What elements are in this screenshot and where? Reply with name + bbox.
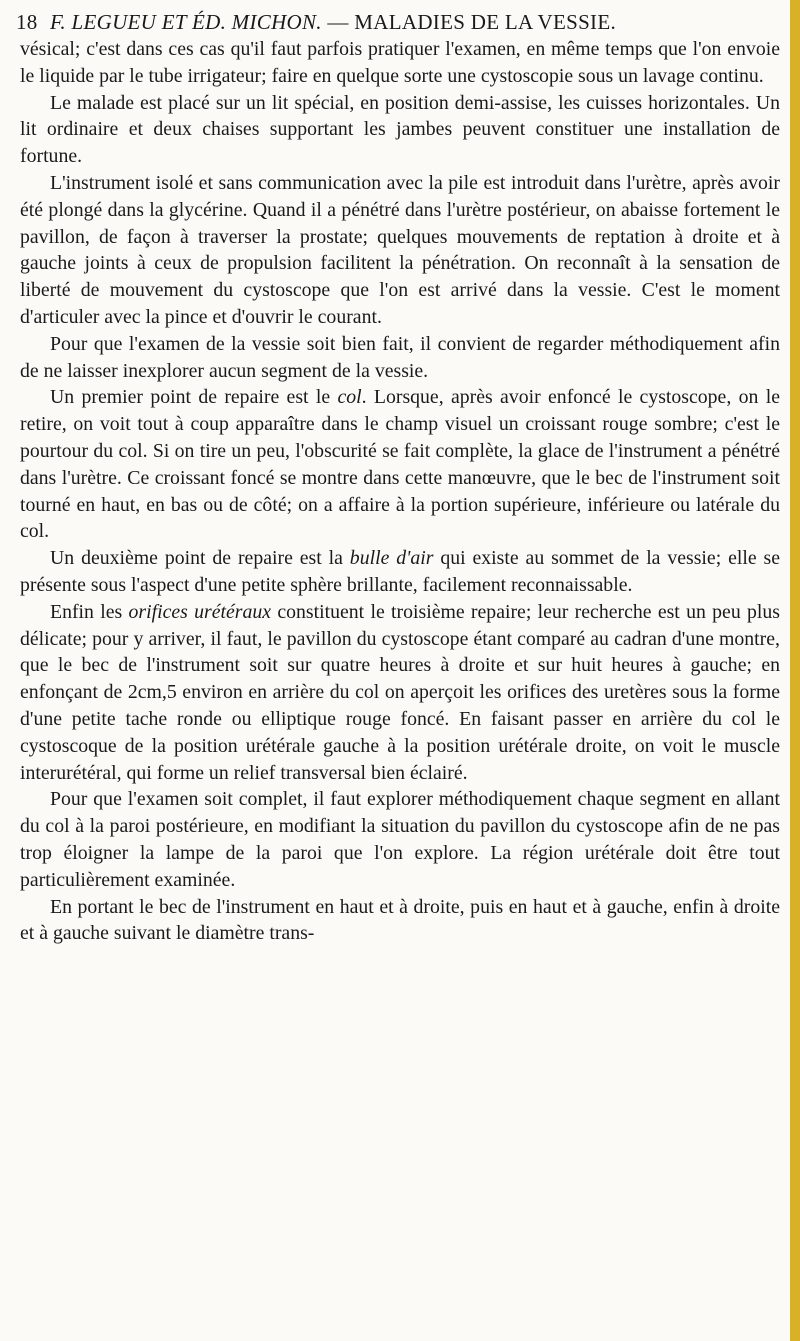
paragraph-third-landmark [20, 599, 780, 787]
paragraph-final: En portant le bec de l'instrument en haut et à droite, puis en haut et à gauche, enfin à droite et à gauche suivant le diamètre trans- [20, 895, 780, 945]
paragraph-continued: vésical; c'est dans ces cas qu'il faut parfois pratiquer l'examen, en même temps que l'on envoie le liquide par le tube irrigateur; faire en quelque sorte une cystoscopie sous un lavage continu. [20, 38, 780, 87]
term-ureteral-orifices: orifices urétéraux [128, 600, 272, 623]
text-segment: Un premier point de repaire est le [50, 386, 338, 409]
header-separator: — [327, 10, 349, 34]
text-segment: Enfin les [50, 600, 129, 623]
text-segment: . Lorsque, après avoir enfoncé le cystoscope, on le retire, on voit tout à coup apparaître dans le champ visuel un croissant rouge sombre; c'est le pourtour du col. Si on tire un peu, l'obscurité se fait complète, la glace de l'instrument a pénétré dans l'urètre. Ce croissant foncé se montre dans cette manœuvre, que le bec de l'instrument soit tourné en haut, en bas ou de côté; on a affaire à la portion supérieure, inférieure ou latérale du col. [20, 386, 780, 543]
header-title: MALADIES DE LA VESSIE. [354, 10, 617, 34]
header-authors: F. LEGUEU ET ÉD. MICHON. [50, 10, 322, 34]
paragraph-first-landmark [20, 384, 780, 545]
running-title [50, 10, 616, 35]
paragraph-complete-exam: Pour que l'examen soit complet, il faut explorer méthodiquement chaque segment en allant du col à la paroi postérieure, en modifiant la situation du pavillon du cystoscope afin de ne pas trop éloigner la lampe de la paroi que l'on explore. La région urétérale doit être tout particulièrement examinée. [20, 788, 780, 891]
text-segment: constituent le troisième repaire; leur recherche est un peu plus délicate; pour y arriver, il faut, le pavillon du cystoscope étant comparé au cadran d'une montre, que le bec de l'instrument soit sur quatre heures à droite et sur huit heures à gauche; en enfonçant de 2cm,5 environ en arrière du col on aperçoit les orifices des uretères sous la forme d'une petite tache ronde ou elliptique rouge foncé. En faisant passer en arrière du col le cystoscoque de la position urétérale gauche à la position urétérale droite, on voit le muscle interurétéral, qui forme un relief transversal bien éclairé. [20, 600, 780, 784]
running-header [16, 6, 782, 36]
text-segment: qui existe au sommet de la vessie; elle se présente sous l'aspect d'une petite sphère brillante, facilement reconnaissable. [20, 547, 781, 596]
term-col: col [337, 386, 362, 409]
page-number: 18 [16, 10, 38, 34]
paragraph-examination: Pour que l'examen de la vessie soit bien fait, il convient de regarder méthodiquement afin de ne laisser inexplorer aucun segment de la vessie. [20, 332, 780, 382]
paragraph-introduction: L'instrument isolé et sans communication avec la pile est introduit dans l'urètre, après avoir été plongé dans la glycérine. Quand il a pénétré dans l'urètre postérieur, on abaisse fortement le pavillon, de façon à traverser la prostate; quelques mouvements de reptation à droite et à gauche joints à ceux de propulsion facilitent la pénétration. On reconnaît à la sensation de liberté de mouvement du cystoscope que l'on est arrivé dans la vessie. C'est le moment d'articuler avec la pince et d'ouvrir le courant. [20, 171, 780, 328]
text-segment: Un deuxième point de repaire est la [50, 547, 350, 570]
paragraph-second-landmark [20, 545, 780, 599]
body-text [20, 36, 780, 947]
term-air-bubble: bulle d'air [349, 547, 434, 570]
page-edge-bar [790, 0, 800, 1341]
paragraph-patient-position: Le malade est placé sur un lit spécial, en position demi-assise, les cuisses horizontales. Un lit ordinaire et deux chaises supportant les jambes peuvent constituer une installation de fortune. [20, 91, 780, 168]
